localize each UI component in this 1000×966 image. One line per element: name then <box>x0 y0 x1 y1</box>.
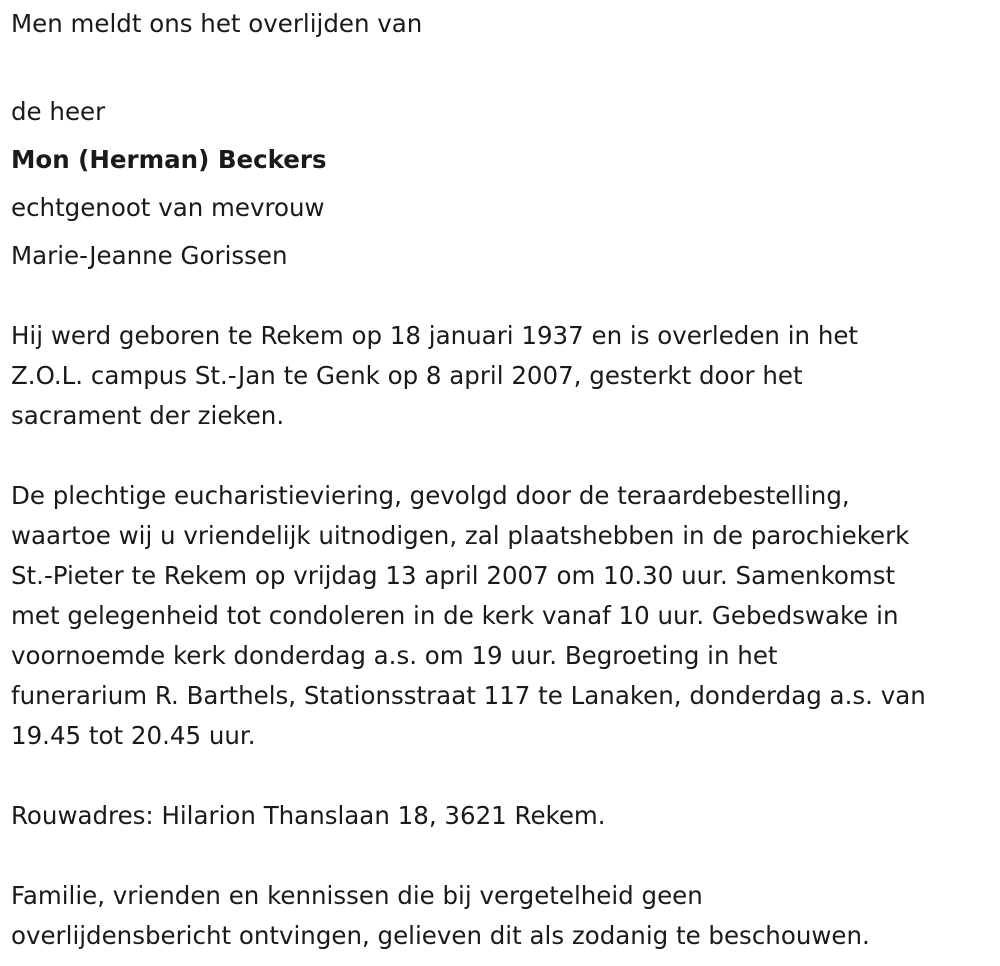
paragraph-line: Hij werd geboren te Rekem op 18 januari 1937 en is overleden in het <box>11 321 859 350</box>
address-text: Rouwadres: Hilarion Thanslaan 18, 3621 Rekem. <box>11 801 606 830</box>
spacer <box>11 48 996 88</box>
deceased-name: Mon (Herman) Beckers <box>11 145 327 174</box>
death-notice <box>11 0 996 956</box>
closing-paragraph <box>11 876 996 956</box>
funeral-paragraph <box>11 476 996 756</box>
paragraph-line: Familie, vrienden en kennissen die bij vergetelheid geen <box>11 881 703 910</box>
title-text: de heer <box>11 97 106 126</box>
paragraph-line: St.-Pieter te Rekem op vrijdag 13 april 2007 om 10.30 uur. Samenkomst <box>11 561 896 590</box>
paragraph-line: overlijdensbericht ontvingen, gelieven dit als zodanig te beschouwen. <box>11 921 870 950</box>
paragraph-line: De plechtige eucharistieviering, gevolgd door de teraardebestelling, <box>11 481 850 510</box>
paragraph-line: voornoemde kerk donderdag a.s. om 19 uur. Begroeting in het <box>11 641 778 670</box>
paragraph-line: Z.O.L. campus St.-Jan te Genk op 8 april 2007, gesterkt door het <box>11 361 803 390</box>
spacer <box>11 836 996 876</box>
spacer <box>11 280 996 316</box>
paragraph-line: funerarium R. Barthels, Stationsstraat 117 te Lanaken, donderdag a.s. van <box>11 681 926 710</box>
spouse-label: echtgenoot van mevrouw <box>11 193 325 222</box>
paragraph-line: met gelegenheid tot condoleren in de kerk vanaf 10 uur. Gebedswake in <box>11 601 899 630</box>
intro-text: Men meldt ons het overlijden van <box>11 9 423 38</box>
spacer <box>11 436 996 476</box>
paragraph-line: sacrament der zieken. <box>11 401 285 430</box>
spouse-name: Marie-Jeanne Gorissen <box>11 241 288 270</box>
birth-death-paragraph <box>11 316 996 436</box>
spacer <box>11 756 996 796</box>
paragraph-line: 19.45 tot 20.45 uur. <box>11 721 256 750</box>
paragraph-line: waartoe wij u vriendelijk uitnodigen, zal plaatshebben in de parochiekerk <box>11 521 910 550</box>
